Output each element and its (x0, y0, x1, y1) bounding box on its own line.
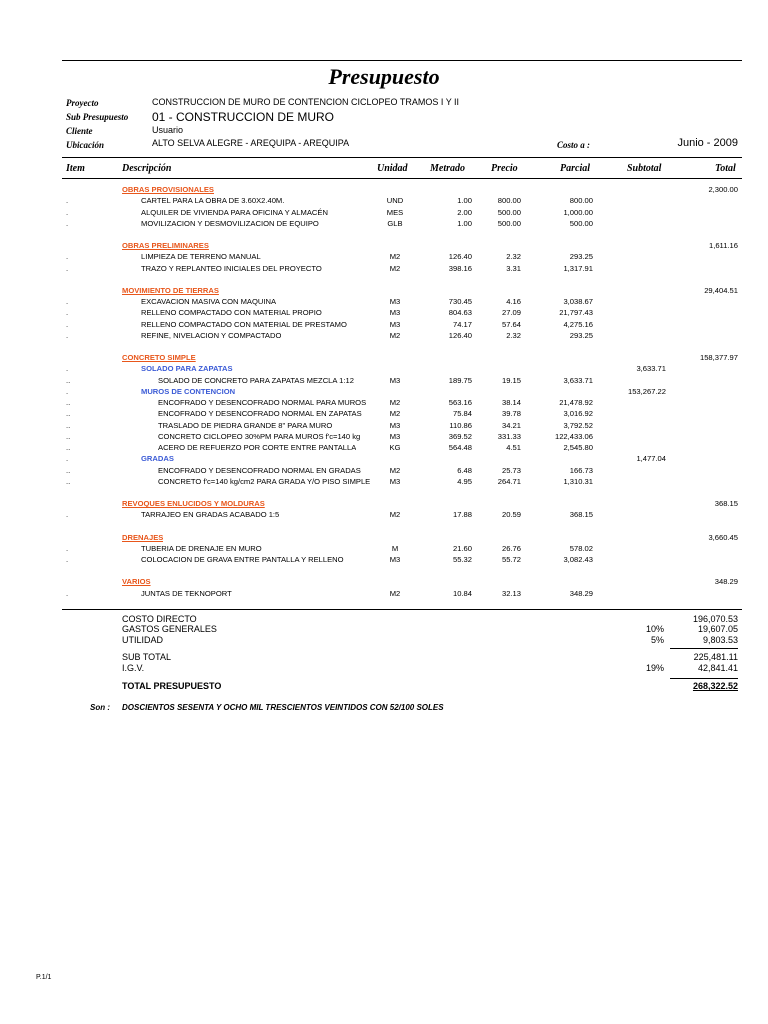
precio: 55.72 (501, 555, 521, 564)
parcial: 3,633.71 (563, 375, 593, 385)
precio: 32.13 (501, 588, 521, 598)
table-row (0, 208, 768, 219)
description: TRAZO Y REPLANTEO INICIALES DEL PROYECTO (141, 263, 322, 273)
description: JUNTAS DE TEKNOPORT (141, 588, 232, 598)
unit: M3 (389, 308, 401, 318)
table-row (0, 544, 768, 555)
metrado: 189.75 (448, 375, 472, 385)
item-code: . (66, 510, 69, 520)
description: RELLENO COMPACTADO CON MATERIAL DE PRESTAMO (141, 319, 347, 329)
unit: M3 (389, 476, 401, 486)
total: 2,300.00 (708, 185, 738, 194)
header-rule-bottom (62, 178, 742, 179)
metrado: 563.16 (448, 398, 472, 407)
table-row (0, 376, 768, 387)
description: DRENAJES (122, 532, 164, 542)
metrado: 17.88 (452, 510, 472, 520)
parcial: 293.25 (569, 252, 593, 262)
metrado: 55.32 (452, 555, 472, 564)
description: RELLENO COMPACTADO CON MATERIAL PROPIO (141, 308, 322, 318)
description: CONCRETO CICLOPEO 30%PM PARA MUROS f'c=140 kg (158, 431, 361, 441)
subsection-row (0, 454, 768, 465)
parcial: 368.15 (569, 510, 593, 520)
total-rule (670, 678, 738, 679)
precio: 500.00 (497, 207, 521, 217)
table-row (0, 409, 768, 420)
metrado: 21.60 (452, 543, 472, 553)
col-unidad: Unidad (377, 163, 408, 174)
parcial: 578.02 (569, 543, 593, 553)
item-code: .. (66, 476, 71, 486)
unit: M3 (389, 319, 401, 329)
total: 3,660.45 (708, 532, 738, 542)
unit: M3 (389, 555, 401, 564)
utilidad-value: 9,803.53 (702, 635, 738, 645)
table-row (0, 443, 768, 454)
section-row (0, 286, 768, 297)
header-rule-top (62, 157, 742, 158)
item-code: .. (66, 409, 71, 419)
precio: 800.00 (497, 196, 521, 206)
table-row (0, 219, 768, 230)
son-label: Son : (90, 703, 110, 712)
son-text: DOSCIENTOS SESENTA Y OCHO MIL TRESCIENTOS VEINTIDOS CON 52/100 SOLES (122, 703, 444, 712)
item-code: . (66, 308, 69, 318)
unit: M2 (389, 263, 401, 273)
description: CONCRETO f'c=140 kg/cm2 PARA GRADA Y/O PISO SIMPLE (158, 476, 371, 486)
cliente-value: Usuario (152, 125, 184, 135)
metrado: 110.86 (449, 420, 472, 430)
gastos-generales-pct: 10% (645, 624, 664, 634)
item-code: . (66, 588, 69, 598)
item-code: . (66, 364, 69, 374)
unit: M2 (389, 252, 401, 262)
precio: 19.15 (501, 375, 521, 385)
item-code: . (66, 330, 69, 340)
label-sub-presupuesto: Sub Presupuesto (66, 112, 129, 122)
unit: M3 (389, 431, 401, 441)
unit: KG (389, 443, 401, 452)
description: ENCOFRADO Y DESENCOFRADO NORMAL PARA MUROS (158, 398, 367, 407)
unit: M3 (389, 420, 401, 430)
table-row (0, 466, 768, 477)
label-cliente: Cliente (66, 126, 93, 136)
label-ubicacion: Ubicación (66, 140, 104, 150)
description: VARIOS (122, 577, 151, 587)
ubicacion-value: ALTO SELVA ALEGRE - AREQUIPA - AREQUIPA (152, 138, 350, 148)
subsection-row (0, 387, 768, 398)
col-metrado: Metrado (430, 163, 465, 174)
precio: 4.51 (506, 443, 521, 452)
parcial: 4,275.16 (563, 319, 593, 329)
page-title: Presupuesto (328, 64, 440, 89)
section-row (0, 185, 768, 196)
total-presupuesto-value: 268,322.52 (692, 681, 738, 691)
description: ENCOFRADO Y DESENCOFRADO NORMAL EN GRADAS (158, 465, 361, 475)
total: 29,404.51 (704, 285, 738, 295)
description: COLOCACION DE GRAVA ENTRE PANTALLA Y RELLENO (141, 555, 344, 564)
parcial: 3,038.67 (563, 297, 593, 306)
parcial: 500.00 (569, 218, 593, 228)
sub-total-label: SUB TOTAL (122, 652, 172, 662)
section-row (0, 353, 768, 364)
table-row (0, 477, 768, 488)
precio: 25.73 (501, 465, 521, 475)
parcial: 3,016.92 (563, 409, 593, 419)
parcial: 122,433.06 (554, 431, 593, 441)
description: TUBERIA DE DRENAJE EN MURO (141, 543, 262, 553)
table-row (0, 398, 768, 409)
col-item: Item (66, 163, 85, 174)
description: GRADAS (141, 454, 174, 464)
unit: M2 (389, 398, 401, 407)
parcial: 21,478.92 (559, 398, 593, 407)
unit: MES (386, 207, 404, 217)
description: SOLADO PARA ZAPATAS (141, 364, 233, 374)
total: 1,611.16 (709, 241, 738, 250)
metrado: 804.63 (448, 308, 472, 318)
table-row (0, 196, 768, 207)
table-row (0, 432, 768, 443)
summary-rule (62, 609, 742, 610)
subtotal-rule (670, 648, 738, 649)
item-code: . (66, 454, 69, 464)
metrado: 4.95 (457, 476, 472, 486)
metrado: 398.16 (448, 263, 472, 273)
item-code: . (66, 543, 69, 553)
section-row (0, 241, 768, 252)
precio: 26.76 (501, 543, 521, 553)
subsection-row (0, 364, 768, 375)
parcial: 1,000.00 (563, 207, 593, 217)
precio: 264.71 (497, 476, 521, 486)
table-row (0, 308, 768, 319)
costo-directo-label: COSTO DIRECTO (122, 614, 197, 624)
item-code: . (66, 319, 69, 329)
label-costo-a: Costo a : (557, 140, 591, 150)
table-row (0, 331, 768, 342)
description: CARTEL PARA LA OBRA DE 3.60X2.40M. (141, 196, 285, 206)
unit: M2 (389, 510, 401, 520)
metrado: 730.45 (448, 297, 472, 306)
table-row (0, 421, 768, 432)
proyecto-value: CONSTRUCCION DE MURO DE CONTENCION CICLOPEO TRAMOS I Y II (152, 97, 460, 107)
costo-a-value: Junio - 2009 (677, 137, 738, 149)
metrado: 126.40 (448, 330, 472, 340)
description: EXCAVACION MASIVA CON MAQUINA (141, 297, 277, 306)
unit: M2 (389, 588, 401, 598)
item-code: .. (66, 443, 71, 452)
description: MOVILIZACION Y DESMOVILIZACION DE EQUIPO (141, 218, 319, 228)
item-code: . (66, 218, 69, 228)
col-subtotal: Subtotal (627, 163, 662, 174)
item-code: .. (66, 465, 71, 475)
utilidad-label: UTILIDAD (122, 635, 164, 645)
precio: 34.21 (501, 420, 521, 430)
metrado: 2.00 (457, 207, 472, 217)
metrado: 564.48 (448, 443, 472, 452)
table-row (0, 297, 768, 308)
parcial: 1,317.91 (563, 263, 593, 273)
col-descripcion: Descripción (122, 163, 172, 174)
igv-pct: 19% (645, 663, 664, 673)
col-precio: Precio (491, 163, 518, 174)
description: OBRAS PRELIMINARES (122, 241, 209, 250)
gastos-generales-label: GASTOS GENERALES (122, 624, 217, 634)
parcial: 1,310.31 (563, 476, 593, 486)
precio: 2.32 (506, 252, 521, 262)
total-presupuesto-label: TOTAL PRESUPUESTO (122, 681, 222, 691)
precio: 2.32 (506, 330, 521, 340)
unit: M2 (389, 465, 401, 475)
description: ENCOFRADO Y DESENCOFRADO NORMAL EN ZAPATAS (158, 409, 362, 419)
col-parcial: Parcial (560, 163, 590, 174)
item-code: . (66, 207, 69, 217)
table-row (0, 320, 768, 331)
parcial: 3,792.52 (563, 420, 593, 430)
unit: M3 (389, 375, 401, 385)
description: TRASLADO DE PIEDRA GRANDE 8" PARA MURO (158, 420, 333, 430)
parcial: 800.00 (569, 196, 593, 206)
item-code: .. (66, 375, 71, 385)
item-code: .. (66, 431, 71, 441)
description: REFINE, NIVELACION Y COMPACTADO (141, 330, 282, 340)
parcial: 166.73 (569, 465, 593, 475)
metrado: 10.84 (452, 588, 472, 598)
description: OBRAS PROVISIONALES (122, 185, 214, 194)
item-code: . (66, 297, 69, 306)
total: 158,377.97 (699, 353, 738, 362)
parcial: 293.25 (569, 330, 593, 340)
subtotal: 153,267.22 (627, 386, 666, 396)
table-row (0, 555, 768, 566)
precio: 39.78 (501, 409, 521, 419)
unit: UND (386, 196, 404, 206)
subtotal: 1,477.04 (636, 454, 666, 464)
description: ACERO DE REFUERZO POR CORTE ENTRE PANTALLA (158, 443, 357, 452)
precio: 4.16 (506, 297, 521, 306)
item-code: . (66, 386, 69, 396)
table-row (0, 510, 768, 521)
precio: 20.59 (501, 510, 521, 520)
precio: 57.64 (501, 319, 521, 329)
precio: 3.31 (506, 263, 521, 273)
unit: M2 (389, 409, 401, 419)
unit: GLB (387, 218, 403, 228)
top-rule (62, 60, 742, 61)
parcial: 348.29 (569, 588, 593, 598)
item-code: . (66, 263, 69, 273)
precio: 27.09 (501, 308, 521, 318)
costo-directo-value: 196,070.53 (692, 614, 738, 624)
parcial: 21,797.43 (559, 308, 593, 318)
metrado: 75.84 (452, 409, 472, 419)
item-code: . (66, 252, 69, 262)
subtotal: 3,633.71 (636, 364, 666, 374)
metrado: 6.48 (457, 465, 472, 475)
description: MOVIMIENTO DE TIERRAS (122, 285, 219, 295)
metrado: 126.40 (448, 252, 472, 262)
item-code: .. (66, 398, 71, 407)
col-total: Total (715, 163, 736, 174)
precio: 331.33 (497, 431, 521, 441)
metrado: 369.52 (448, 431, 472, 441)
item-code: . (66, 555, 69, 564)
metrado: 74.17 (452, 319, 472, 329)
unit: M2 (389, 330, 401, 340)
section-row (0, 499, 768, 510)
igv-label: I.G.V. (122, 663, 145, 673)
total: 368.15 (714, 499, 738, 508)
section-row (0, 577, 768, 588)
description: TARRAJEO EN GRADAS ACABADO 1:5 (141, 510, 280, 520)
gastos-generales-value: 19,607.05 (697, 624, 738, 634)
description: ALQUILER DE VIVIENDA PARA OFICINA Y ALMACÉN (141, 207, 328, 217)
precio: 38.14 (501, 398, 521, 407)
description: LIMPIEZA DE TERRENO MANUAL (141, 252, 261, 262)
table-row (0, 264, 768, 275)
description: CONCRETO SIMPLE (122, 353, 196, 362)
sub-total-value: 225,481.11 (693, 652, 738, 662)
unit: M (391, 543, 399, 553)
metrado: 1.00 (457, 218, 472, 228)
description: SOLADO DE CONCRETO PARA ZAPATAS MEZCLA 1:12 (158, 375, 354, 385)
parcial: 2,545.80 (563, 443, 593, 452)
metrado: 1.00 (457, 196, 472, 206)
utilidad-pct: 5% (650, 635, 664, 645)
unit: M3 (389, 297, 401, 306)
page-number: P.1/1 (36, 974, 52, 981)
sub-presupuesto-value: 01 - CONSTRUCCION DE MURO (152, 110, 335, 124)
description: REVOQUES ENLUCIDOS Y MOLDURAS (122, 499, 265, 508)
igv-value: 42,841.41 (697, 663, 738, 673)
item-code: .. (66, 420, 71, 430)
parcial: 3,082.43 (563, 555, 593, 564)
total: 348.29 (714, 577, 738, 587)
table-row (0, 252, 768, 263)
label-proyecto: Proyecto (66, 98, 99, 108)
item-code: . (66, 196, 69, 206)
precio: 500.00 (497, 218, 521, 228)
description: MUROS DE CONTENCION (141, 386, 236, 396)
section-row (0, 533, 768, 544)
table-row (0, 589, 768, 600)
